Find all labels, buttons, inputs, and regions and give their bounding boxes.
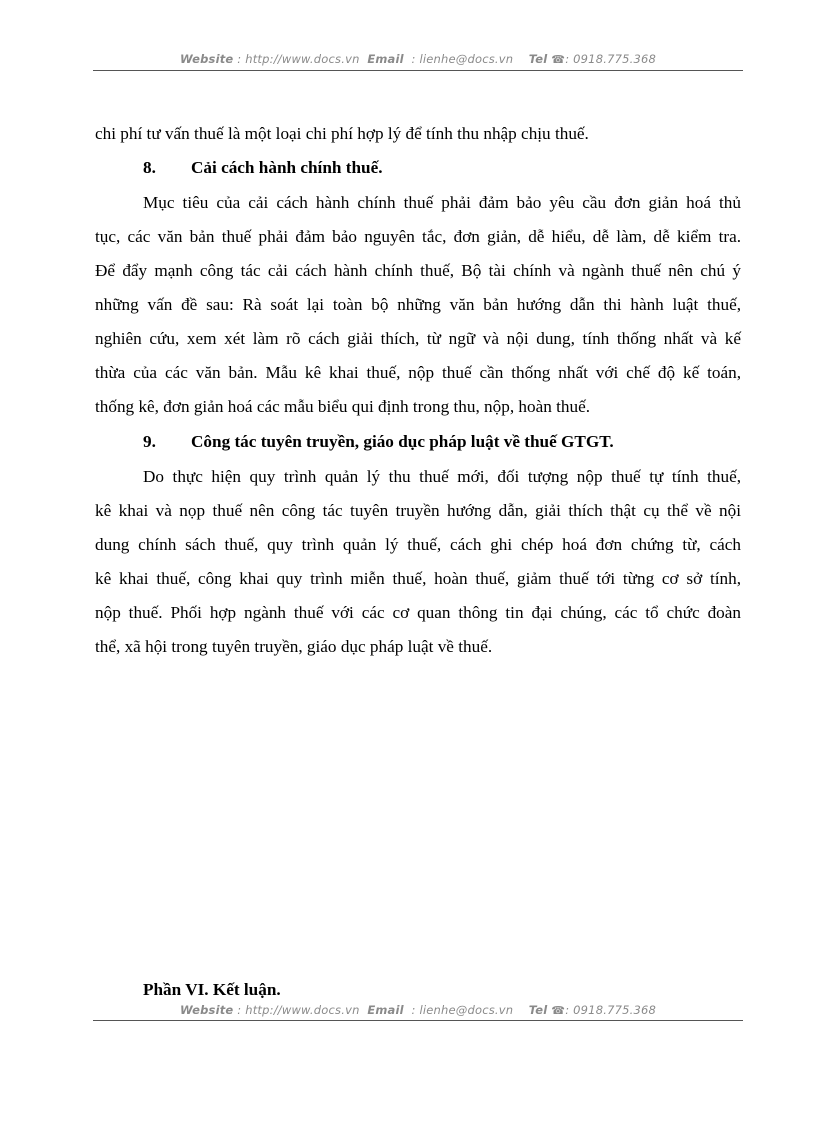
section-8-line: những vấn đề sau: Rà soát lại toàn bộ những văn bản hướng dẫn thi hành luật thuế,: [95, 295, 741, 314]
section-9-line: dung chính sách thuế, quy trình quản lý thuế, cách ghi chép hoá đơn chứng từ, cách: [95, 535, 741, 554]
section-8-line: tục, các văn bản thuế phải đảm bảo nguyên tắc, đơn giản, dễ hiểu, dễ làm, dễ kiểm tra.: [95, 227, 741, 246]
section-8-line: nghiên cứu, xem xét làm rõ cách giải thích, từ ngữ và nội dung, tính thống nhất và kế: [95, 329, 741, 348]
section-8-line: Mục tiêu của cải cách hành chính thuế phải đảm bảo yêu cầu đơn giản hoá thủ: [143, 193, 741, 212]
header-tel-value: 0918.775.368: [573, 52, 657, 66]
page-footer: Website : http://www.docs.vn Email : lienhe@docs.vn Tel ☎: 0918.775.368: [179, 1003, 657, 1017]
header-tel-label: Tel: [528, 52, 548, 66]
section-9-line: kê khai thuế, công khai quy trình miễn thuế, hoàn thuế, giảm thuế tới từng cơ sở tính,: [95, 569, 741, 588]
section-8-title: Cải cách hành chính thuế.: [191, 158, 383, 177]
section-8-line: thừa của các văn bản. Mẫu kê khai thuế, nộp thuế cần thống nhất với chế độ kế toán,: [95, 363, 741, 382]
footer-email-link[interactable]: lienhe@docs.vn: [419, 1003, 514, 1017]
page-header: Website : http://www.docs.vn Email : lienhe@docs.vn Tel ☎: 0918.775.368: [179, 52, 657, 66]
section-9-heading: [143, 431, 614, 453]
footer-email-label: Email: [367, 1003, 404, 1017]
section-9-title: Công tác tuyên truyền, giáo dục pháp luật về thuế GTGT.: [191, 432, 614, 451]
header-website-label: Website: [179, 52, 234, 66]
footer-website-link[interactable]: http://www.docs.vn: [245, 1003, 360, 1017]
header-rule: [93, 70, 743, 71]
section-9-line: Do thực hiện quy trình quản lý thu thuế mới, đối tượng nộp thuế tự tính thuế,: [143, 467, 741, 486]
section-8-line: thống kê, đơn giản hoá các mẫu biểu qui định trong thu, nộp, hoàn thuế.: [95, 397, 591, 416]
section-8-heading: [143, 157, 383, 179]
header-website-link[interactable]: http://www.docs.vn: [245, 52, 360, 66]
section-8-line: Để đẩy mạnh công tác cải cách hành chính thuế, Bộ tài chính và ngành thuế nên chú ý: [95, 261, 741, 280]
footer-rule: [93, 1020, 743, 1021]
part-title: Phần VI. Kết luận.: [143, 980, 281, 999]
intro-line: chi phí tư vấn thuế là một loại chi phí hợp lý để tính thu nhập chịu thuế.: [95, 124, 589, 143]
footer-tel-value: 0918.775.368: [573, 1003, 657, 1017]
header-email-link[interactable]: lienhe@docs.vn: [419, 52, 514, 66]
footer-website-label: Website: [179, 1003, 234, 1017]
phone-icon: ☎: [551, 53, 566, 66]
footer-tel-label: Tel: [528, 1003, 548, 1017]
section-8-number: 8.: [143, 158, 156, 177]
section-9-number: 9.: [143, 432, 156, 451]
phone-icon: ☎: [551, 1004, 566, 1017]
section-9-line: kê khai và nọp thuế nên công tác tuyên truyền hướng dẫn, giải thích thật cụ thể về nội: [95, 501, 741, 520]
header-email-label: Email: [367, 52, 404, 66]
section-9-line: thể, xã hội trong tuyên truyền, giáo dục pháp luật về thuế.: [95, 637, 493, 656]
section-9-line: nộp thuế. Phối hợp ngành thuế với các cơ quan thông tin đại chúng, các tổ chức đoàn: [95, 603, 741, 622]
